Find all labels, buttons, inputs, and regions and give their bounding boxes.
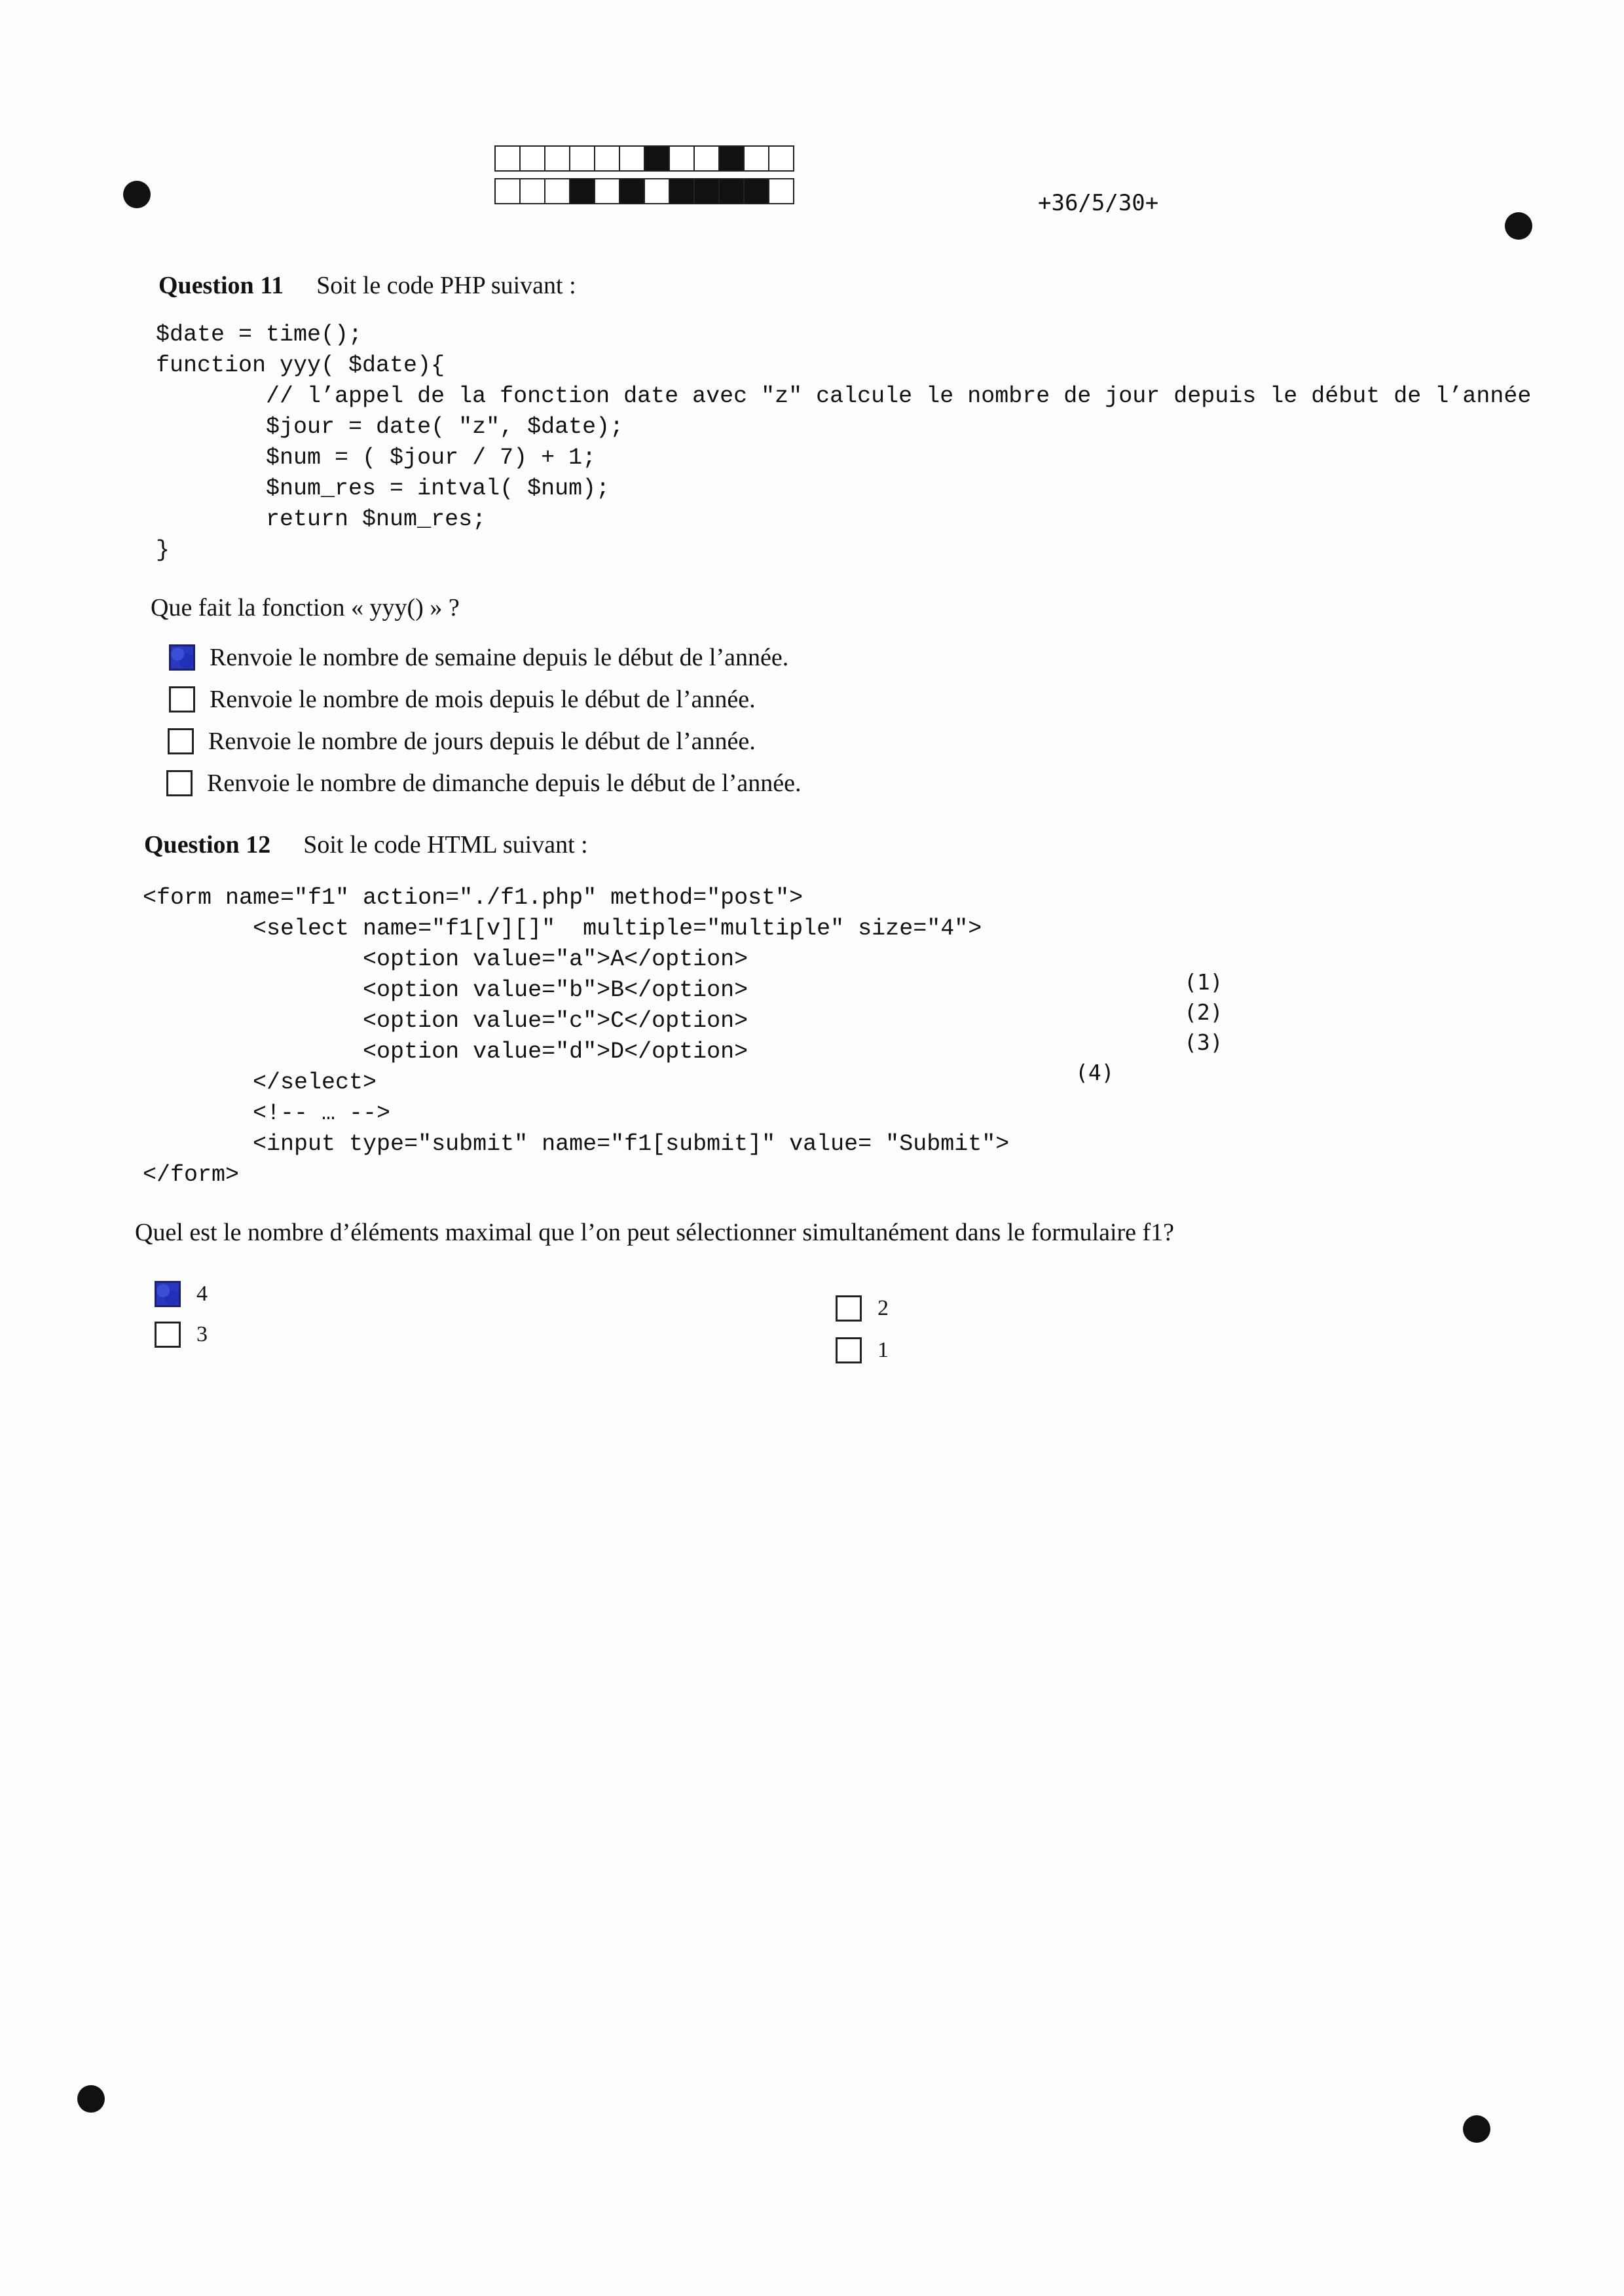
question-12-prompt: Quel est le nombre d’éléments maximal que l’on peut sélectionner simultanément dans le formulaire f1?: [135, 1219, 1175, 1246]
barcode-cell: [544, 178, 570, 204]
barcode-cell: [644, 145, 670, 172]
answer-option[interactable]: [169, 685, 756, 714]
answer-label: Renvoie le nombre de semaine depuis le début de l’année.: [210, 644, 789, 671]
checkbox[interactable]: [836, 1295, 862, 1322]
code-marker: (2): [1184, 999, 1223, 1025]
barcode-cell: [743, 145, 769, 172]
answer-option[interactable]: [168, 727, 756, 756]
php-code-block: $date = time(); function yyy( $date){ // l’appel de la fonction date avec "z" calcule le nombre de jour depuis le début de l’année $jour = date( "z", $date); $num = ( $jour / 7) + 1; $num_res = intval( $num); return $num_res; }: [156, 322, 1532, 563]
registration-mark-bottom-left: [77, 2085, 105, 2113]
code-marker: (3): [1184, 1029, 1223, 1055]
question-intro: Soit le code HTML suivant :: [303, 831, 588, 859]
answer-label: Renvoie le nombre de jours depuis le début de l’année.: [208, 728, 756, 755]
answer-option[interactable]: [836, 1295, 889, 1322]
barcode-cell: [519, 145, 545, 172]
code-marker: (1): [1184, 969, 1223, 995]
barcode-cell: [718, 145, 745, 172]
barcode-cell: [544, 145, 570, 172]
answer-option[interactable]: [169, 643, 788, 672]
page-barcode: [494, 145, 793, 211]
question-number: Question 11: [158, 272, 284, 299]
registration-mark-bottom-right: [1463, 2115, 1490, 2143]
answer-option[interactable]: [155, 1322, 208, 1348]
html-code-block: <form name="f1" action="./f1.php" method="post"> <select name="f1[v][]" multiple="multiple" size="4"> <option value="a">A</option> <option value="b">B</option> <option value="c">C</option> <option value="d">D</option> </select> <!-- … --> <input type="submit" name="f1[submit]" value= "Submit"> </form>: [143, 885, 1010, 1188]
answer-label: Renvoie le nombre de mois depuis le début de l’année.: [210, 686, 756, 713]
code-marker: (4): [1075, 1060, 1115, 1085]
answer-label: 4: [196, 1282, 208, 1306]
barcode-cell: [743, 178, 769, 204]
registration-mark-top-left: [123, 181, 151, 208]
barcode-cell: [644, 178, 670, 204]
answer-option[interactable]: [155, 1281, 208, 1307]
barcode-cell: [693, 145, 720, 172]
barcode-cell: [619, 145, 645, 172]
checkbox[interactable]: [169, 686, 195, 713]
question-number: Question 12: [144, 831, 271, 859]
question-intro: Soit le code PHP suivant :: [316, 272, 576, 299]
answer-label: 2: [877, 1296, 889, 1320]
barcode-cell: [569, 178, 595, 204]
checkbox-checked[interactable]: [169, 644, 195, 671]
barcode-cell: [768, 145, 794, 172]
answer-option[interactable]: [166, 769, 801, 798]
question-11-title: [158, 271, 576, 300]
barcode-cell: [519, 178, 545, 204]
question-12-title: [144, 830, 588, 859]
checkbox-checked[interactable]: [155, 1281, 181, 1307]
barcode-cell: [669, 145, 695, 172]
barcode-cell: [594, 178, 620, 204]
checkbox[interactable]: [168, 728, 194, 754]
checkbox[interactable]: [836, 1337, 862, 1363]
barcode-row: [494, 145, 793, 170]
registration-mark-top-right: [1505, 212, 1532, 240]
question-11-prompt: Que fait la fonction « yyy() » ?: [151, 594, 460, 621]
barcode-cell: [669, 178, 695, 204]
answer-label: 3: [196, 1322, 208, 1346]
barcode-cell: [768, 178, 794, 204]
barcode-row: [494, 178, 793, 203]
answer-label: 1: [877, 1338, 889, 1362]
barcode-cell: [594, 145, 620, 172]
barcode-cell: [693, 178, 720, 204]
answer-label: Renvoie le nombre de dimanche depuis le début de l’année.: [207, 769, 802, 797]
answer-option[interactable]: [836, 1337, 889, 1363]
page-id: +36/5/30+: [1038, 190, 1159, 216]
barcode-cell: [718, 178, 745, 204]
checkbox[interactable]: [166, 770, 193, 796]
barcode-cell: [494, 178, 521, 204]
barcode-cell: [494, 145, 521, 172]
checkbox[interactable]: [155, 1322, 181, 1348]
barcode-cell: [569, 145, 595, 172]
barcode-cell: [619, 178, 645, 204]
